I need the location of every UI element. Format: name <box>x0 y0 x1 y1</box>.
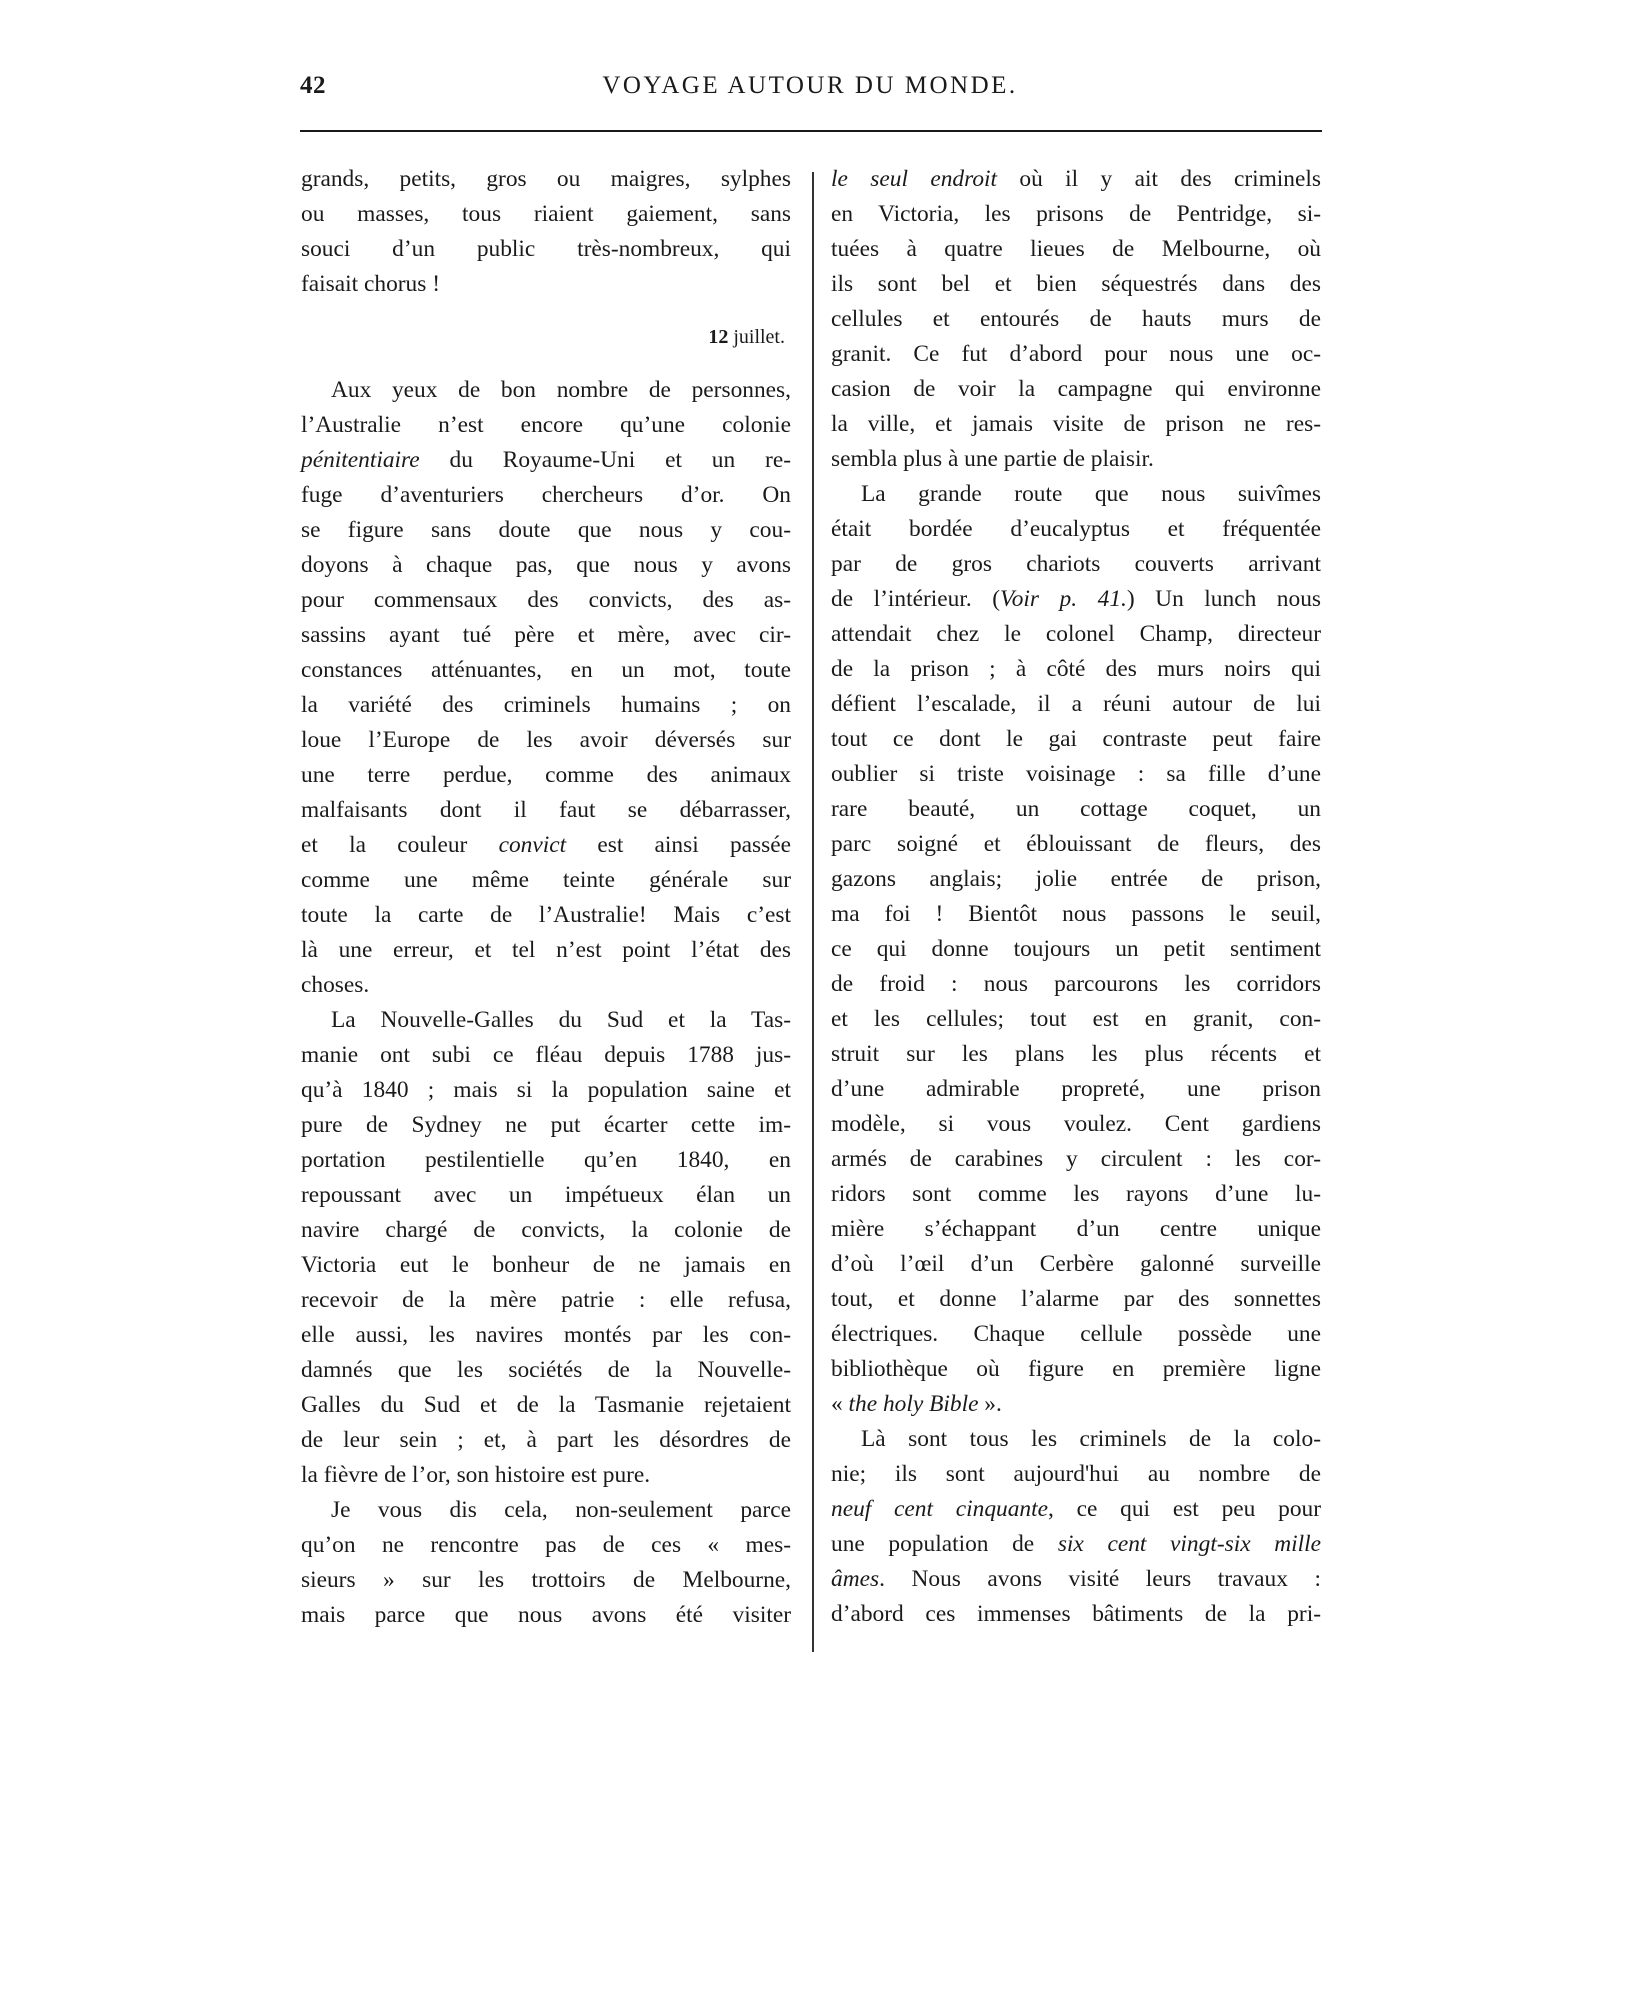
text-line: de froid : nous parcourons les corridors <box>831 971 1321 997</box>
italic-term: the holy Bible <box>848 1391 979 1417</box>
text-line: tuées à quatre lieues de Melbourne, où <box>831 236 1321 262</box>
text-line: pure de Sydney ne put écarter cette im- <box>301 1112 791 1138</box>
text-line: repoussant avec un impétueux élan un <box>301 1182 791 1208</box>
text-line: grands, petits, gros ou maigres, sylphes <box>301 166 791 192</box>
text-line: Victoria eut le bonheur de ne jamais en <box>301 1252 791 1278</box>
text-line: choses. <box>301 972 370 998</box>
text-line: malfaisants dont il faut se débarrasser, <box>301 797 791 823</box>
text-line: la ville, et jamais visite de prison ne res- <box>831 411 1321 437</box>
text-line: et la couleur convict est ainsi passée <box>301 832 791 858</box>
text-line: d’une admirable propreté, une prison <box>831 1076 1321 1102</box>
text-line: souci d’un public très-nombreux, qui <box>301 236 791 262</box>
right-column <box>831 162 1321 1632</box>
text-line: électriques. Chaque cellule possède une <box>831 1321 1321 1347</box>
text-line: toute la carte de l’Australie! Mais c’est <box>301 902 791 928</box>
text-line: tout ce dont le gai contraste peut faire <box>831 726 1321 752</box>
text-line: La Nouvelle-Galles du Sud et la Tas- <box>331 1007 791 1033</box>
text-line: de la prison ; à côté des murs noirs qui <box>831 656 1321 682</box>
text-line: oublier si triste voisinage : sa fille d’une <box>831 761 1321 787</box>
text-line: de leur sein ; et, à part les désordres de <box>301 1427 791 1453</box>
text-line: nie; ils sont aujourd'hui au nombre de <box>831 1461 1321 1487</box>
text-line: tout, et donne l’alarme par des sonnettes <box>831 1286 1321 1312</box>
text-line: damnés que les sociétés de la Nouvelle- <box>301 1357 791 1383</box>
page-number: 42 <box>300 72 326 99</box>
column-divider <box>812 172 814 1652</box>
text-line: navire chargé de convicts, la colonie de <box>301 1217 791 1243</box>
text-line: armés de carabines y circulent : les cor- <box>831 1146 1321 1172</box>
running-title: VOYAGE AUTOUR DU MONDE. <box>602 72 1018 99</box>
text-line: ridors sont comme les rayons d’une lu- <box>831 1181 1321 1207</box>
italic-term: pénitentiaire <box>301 447 420 473</box>
text-line: était bordée d’eucalyptus et fréquentée <box>831 516 1321 542</box>
spacer <box>301 302 791 320</box>
text-line: Aux yeux de bon nombre de personnes, <box>331 377 791 403</box>
text-line: défient l’escalade, il a réuni autour de lui <box>831 691 1321 717</box>
text-line: en Victoria, les prisons de Pentridge, si- <box>831 201 1321 227</box>
spacer <box>301 355 791 373</box>
text-line: La grande route que nous suivîmes <box>861 481 1321 507</box>
text-line: ce qui donne toujours un petit sentiment <box>831 936 1321 962</box>
text-line: struit sur les plans les plus récents et <box>831 1041 1321 1067</box>
text-line: qu’on ne rencontre pas de ces « mes- <box>301 1532 791 1558</box>
text-line: une population de six cent vingt-six mille <box>831 1531 1321 1557</box>
dateline <box>301 320 791 355</box>
text-line: l’Australie n’est encore qu’une colonie <box>301 412 791 438</box>
text-line: modèle, si vous voulez. Cent gardiens <box>831 1111 1321 1137</box>
text-line: qu’à 1840 ; mais si la population saine et <box>301 1077 791 1103</box>
page-header <box>300 72 1320 112</box>
text-line: là une erreur, et tel n’est point l’état des <box>301 937 791 963</box>
text-line: loue l’Europe de les avoir déversés sur <box>301 727 791 753</box>
text-line: pénitentiaire du Royaume-Uni et un re- <box>301 447 791 473</box>
text-line: elle aussi, les navires montés par les con- <box>301 1322 791 1348</box>
text-line: casion de voir la campagne qui environne <box>831 376 1321 402</box>
italic-term: le seul endroit <box>831 166 998 192</box>
text-line: le seul endroit où il y ait des criminels <box>831 166 1321 192</box>
text-line: granit. Ce fut d’abord pour nous une oc- <box>831 341 1321 367</box>
text-line: rare beauté, un cottage coquet, un <box>831 796 1321 822</box>
italic-term: convict <box>498 832 567 858</box>
text-line: fuge d’aventuriers chercheurs d’or. On <box>301 482 791 508</box>
text-line: par de gros chariots couverts arrivant <box>831 551 1321 577</box>
text-line: recevoir de la mère patrie : elle refusa, <box>301 1287 791 1313</box>
text-line: Je vous dis cela, non-seulement parce <box>331 1497 791 1523</box>
text-line: ou masses, tous riaient gaiement, sans <box>301 201 791 227</box>
header-rule <box>300 130 1322 132</box>
text-line: bibliothèque où figure en première ligne <box>831 1356 1321 1382</box>
text-line: d’où l’œil d’un Cerbère galonné surveille <box>831 1251 1321 1277</box>
text-line: et les cellules; tout est en granit, con- <box>831 1006 1321 1032</box>
text-line: neuf cent cinquante, ce qui est peu pour <box>831 1496 1321 1522</box>
date-word: juillet. <box>733 326 785 348</box>
text-line: d’abord ces immenses bâtiments de la pri- <box>831 1601 1321 1627</box>
text-line: sembla plus à une partie de plaisir. <box>831 446 1154 472</box>
text-line: sassins ayant tué père et mère, avec cir- <box>301 622 791 648</box>
text-line: de l’intérieur. (Voir p. 41.) Un lunch nous <box>831 586 1321 612</box>
text-line: parc soigné et éblouissant de fleurs, des <box>831 831 1321 857</box>
text-line: la variété des criminels humains ; on <box>301 692 791 718</box>
date-number: 12 <box>708 326 729 348</box>
text-line: Galles du Sud et de la Tasmanie rejetaient <box>301 1392 791 1418</box>
text-line: ma foi ! Bientôt nous passons le seuil, <box>831 901 1321 927</box>
italic-term: neuf cent cinquante <box>831 1496 1049 1522</box>
text-line: mais parce que nous avons été visiter <box>301 1602 791 1628</box>
text-line: âmes. Nous avons visité leurs travaux : <box>831 1566 1321 1592</box>
italic-term: Voir p. 41. <box>1000 586 1127 612</box>
text-line: attendait chez le colonel Champ, directeur <box>831 621 1321 647</box>
text-line: ils sont bel et bien séquestrés dans des <box>831 271 1321 297</box>
text-line: portation pestilentielle qu’en 1840, en <box>301 1147 791 1173</box>
text-line: pour commensaux des convicts, des as- <box>301 587 791 613</box>
text-line: manie ont subi ce fléau depuis 1788 jus- <box>301 1042 791 1068</box>
text-line: constances atténuantes, en un mot, toute <box>301 657 791 683</box>
text-line: comme une même teinte générale sur <box>301 867 791 893</box>
text-line: Là sont tous les criminels de la colo- <box>861 1426 1321 1452</box>
text-line: une terre perdue, comme des animaux <box>301 762 791 788</box>
left-column <box>301 162 791 1633</box>
text-line: sieurs » sur les trottoirs de Melbourne, <box>301 1567 791 1593</box>
text-line: se figure sans doute que nous y cou- <box>301 517 791 543</box>
text-line: la fièvre de l’or, son histoire est pure. <box>301 1462 651 1488</box>
text-line: cellules et entourés de hauts murs de <box>831 306 1321 332</box>
text-line: « the holy Bible ». <box>831 1391 1002 1417</box>
italic-term: âmes <box>831 1566 880 1592</box>
text-line: doyons à chaque pas, que nous y avons <box>301 552 791 578</box>
italic-term: six cent vingt-six mille <box>1057 1531 1321 1557</box>
text-line: gazons anglais; jolie entrée de prison, <box>831 866 1321 892</box>
text-line: faisait chorus ! <box>301 271 440 297</box>
text-line: mière s’échappant d’un centre unique <box>831 1216 1321 1242</box>
